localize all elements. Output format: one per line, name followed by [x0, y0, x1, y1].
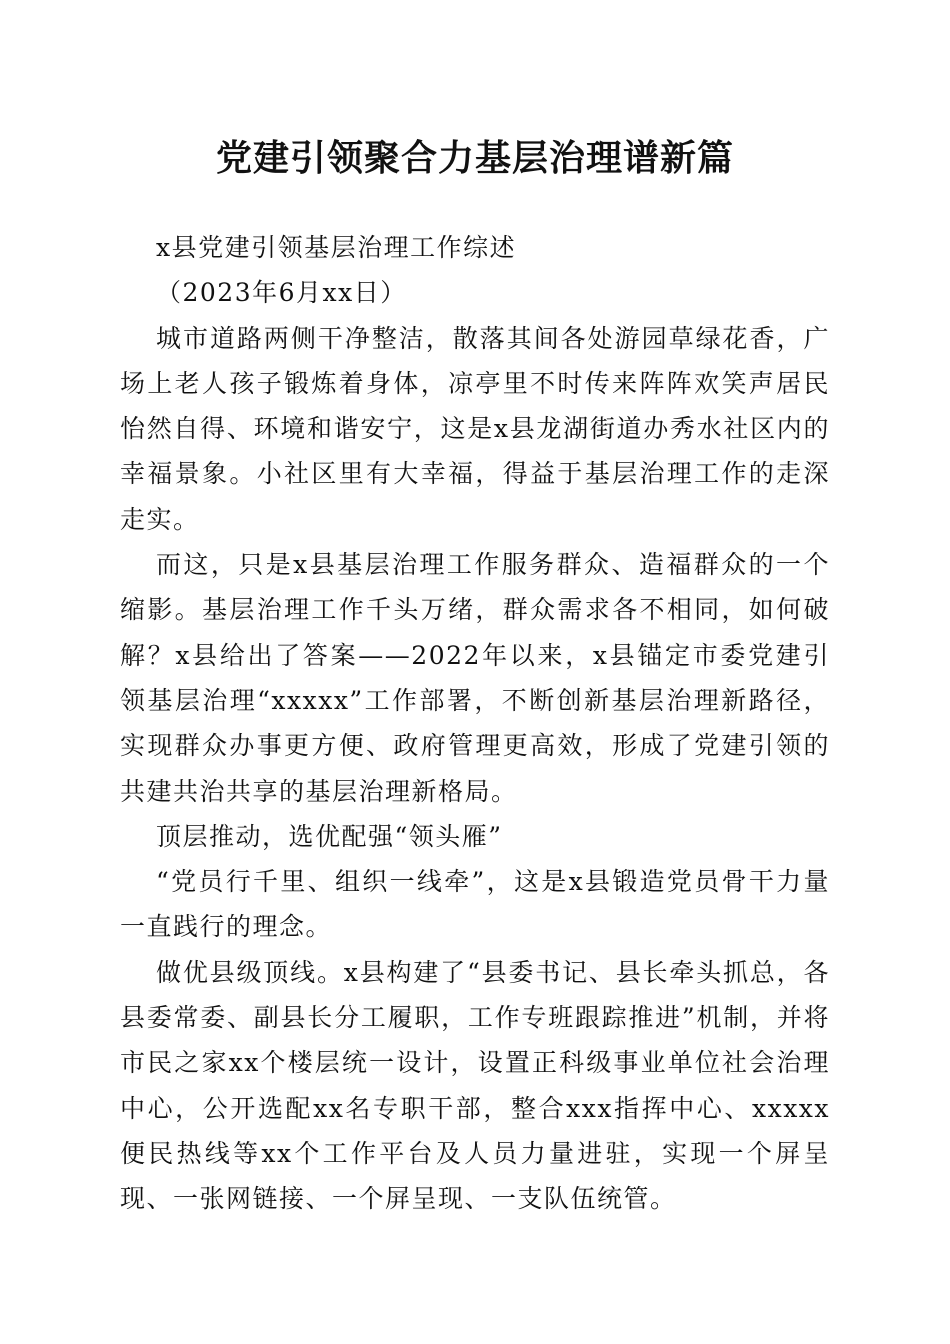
paragraph: 做优县级顶线。x县构建了“县委书记、县长牵头抓总，各县委常委、副县长分工履职，工作专班跟踪推进”机制，并将市民之家xx个楼层统一设计，设置正科级事业单位社会治理中心，公开选配xx名专职干部，整合xxx指挥中心、xxxxx便民热线等xx个工作平台及人员力量进驻，实现一个屏呈现、一张网链接、一个屏呈现、一支队伍统管。	[120, 957, 830, 1214]
paragraph: 而这，只是x县基层治理工作服务群众、造福群众的一个缩影。基层治理工作千头万绪，群众需求各不相同，如何破解？x县给出了答案——2022年以来，x县锚定市委党建引领基层治理“xxxxx”工作部署，不断创新基层治理新路径，实现群众办事更方便、政府管理更高效，形成了党建引领的共建共治共享的基层治理新格局。	[120, 550, 830, 806]
subtitle: x县党建引领基层治理工作综述	[156, 233, 517, 262]
paragraph: 城市道路两侧干净整洁，散落其间各处游园草绿花香，广场上老人孩子锻炼着身体，凉亭里不时传来阵阵欢笑声居民怡然自得、环境和谐安宁，这是x县龙湖街道办秀水社区内的幸福景象。小社区里有大幸福，得益于基层治理工作的走深走实。	[120, 323, 830, 534]
paragraph: “党员行千里、组织一线牵”，这是x县锻造党员骨干力量一直践行的理念。	[120, 867, 830, 942]
document-body	[120, 225, 830, 1222]
section-heading: 顶层推动，选优配强“领头雁”	[156, 821, 503, 851]
date-line: （2023年6月xx日）	[156, 278, 407, 308]
document-title: 党建引领聚合力基层治理谱新篇	[215, 137, 734, 179]
